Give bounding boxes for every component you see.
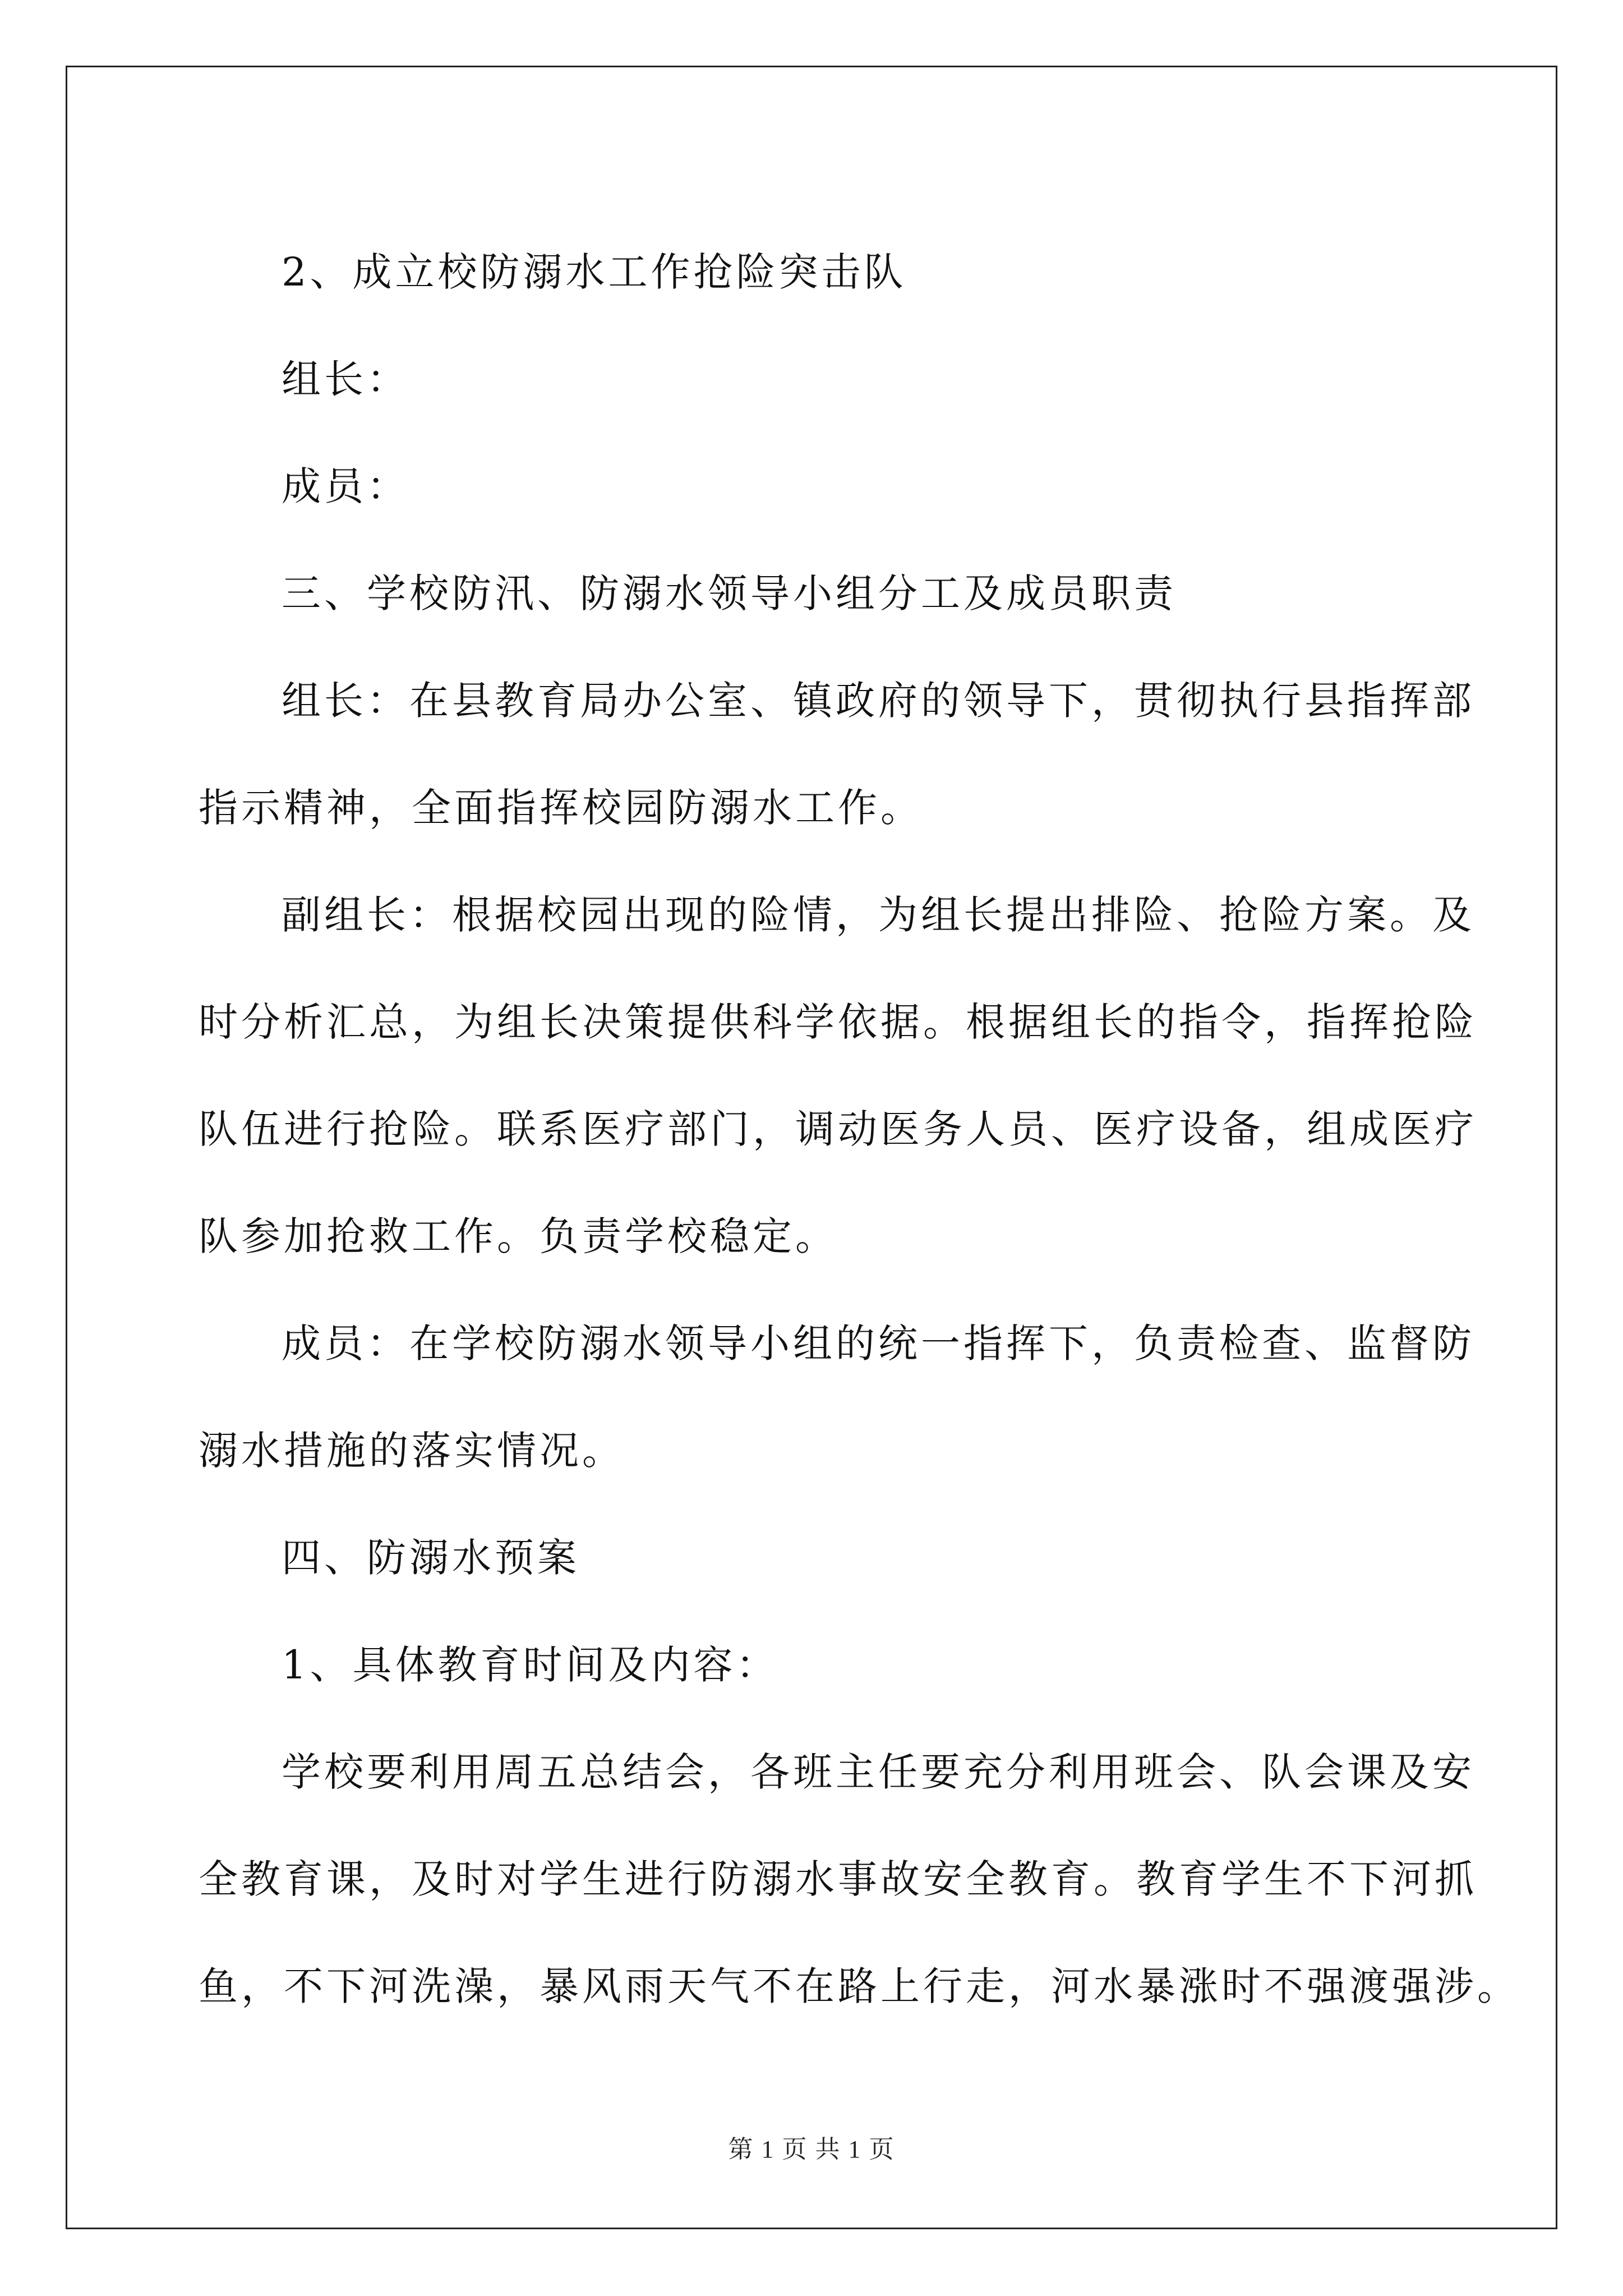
section-heading: 四、防溺水预案 (282, 1535, 580, 1581)
body-line: 学校要利用周五总结会，各班主任要充分利用班会、队会课及安 (282, 1749, 1475, 1795)
body-line: 溺水措施的落实情况。 (199, 1428, 625, 1474)
document-body (199, 219, 1520, 2040)
body-line: 成员：在学校防溺水领导小组的统一指挥下，负责检查、监督防 (282, 1320, 1475, 1366)
body-line: 成员： (282, 463, 409, 509)
body-line: 队伍进行抢险。联系医疗部门，调动医务人员、医疗设备，组成医疗 (199, 1106, 1477, 1152)
body-line: 鱼，不下河洗澡，暴风雨天气不在路上行走，河水暴涨时不强渡强涉。 (199, 1963, 1520, 2009)
body-line: 全教育课，及时对学生进行防溺水事故安全教育。教育学生不下河抓 (199, 1856, 1477, 1902)
body-line: 时分析汇总，为组长决策提供科学依据。根据组长的指令，指挥抢险 (199, 999, 1477, 1045)
body-line: 1、具体教育时间及内容： (282, 1642, 779, 1688)
body-line: 组长：在县教育局办公室、镇政府的领导下，贯彻执行县指挥部 (282, 678, 1475, 724)
body-line: 指示精神，全面指挥校园防溺水工作。 (199, 785, 923, 831)
body-line: 副组长：根据校园出现的险情，为组长提出排险、抢险方案。及 (282, 892, 1475, 938)
body-line: 组长： (282, 356, 409, 402)
page-footer: 第 1 页 共 1 页 (728, 2136, 895, 2163)
section-heading: 三、学校防汛、防溺水领导小组分工及成员职责 (282, 570, 1177, 616)
body-line: 队参加抢救工作。负责学校稳定。 (199, 1213, 838, 1259)
body-line: 2、成立校防溺水工作抢险突击队 (282, 249, 907, 295)
